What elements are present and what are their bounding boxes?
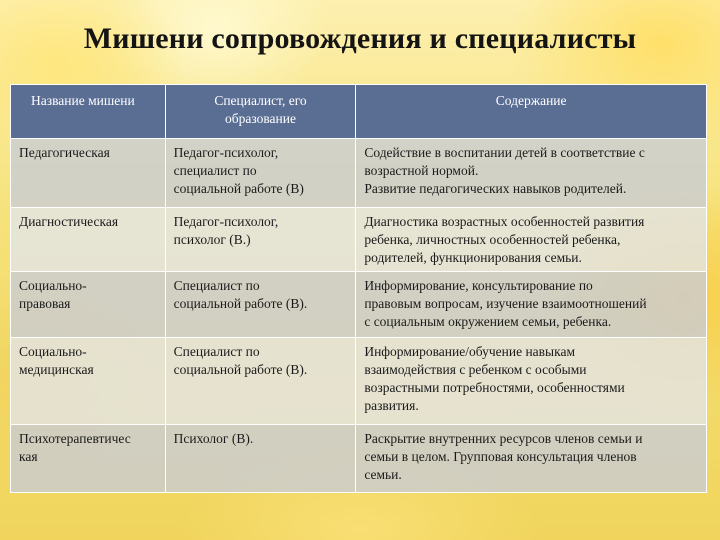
cell-content-line: Раскрытие внутренних ресурсов членов семьи и	[364, 431, 643, 446]
cell-content	[356, 338, 707, 425]
cell-content-line: Диагностика возрастных особенностей развития	[364, 214, 645, 229]
cell-target-line: правовая	[19, 296, 71, 311]
table-row	[11, 208, 707, 272]
cell-target-line: кая	[19, 449, 38, 464]
cell-content-line: развития.	[364, 398, 419, 413]
table-row	[11, 139, 707, 208]
cell-content-line: возрастной нормой.	[364, 163, 479, 178]
cell-specialist	[165, 425, 356, 493]
cell-content	[356, 272, 707, 338]
cell-target	[11, 338, 166, 425]
cell-content	[356, 139, 707, 208]
table-header-row	[11, 85, 707, 139]
cell-target-line: Педагогическая	[19, 145, 110, 160]
cell-target	[11, 272, 166, 338]
cell-content	[356, 208, 707, 272]
header-specialist: Специалист, его образование	[165, 85, 356, 139]
cell-target-line: Социально-	[19, 344, 87, 359]
cell-content-line: Информирование, консультирование по	[364, 278, 593, 293]
cell-specialist	[165, 338, 356, 425]
cell-specialist-line: психолог (В.)	[173, 232, 251, 247]
slide-title: Мишени сопровождения и специалисты	[83, 22, 637, 55]
table-row	[11, 272, 707, 338]
cell-specialist-line: Психолог (В).	[173, 431, 254, 446]
cell-content-line: взаимодействия с ребенком с особыми	[364, 362, 587, 377]
cell-content-line: семьи в целом. Групповая консультация членов	[364, 449, 637, 464]
cell-content-line: Информирование/обучение навыкам	[364, 344, 575, 359]
cell-target-line: медицинская	[19, 362, 94, 377]
cell-content-line: Содействие в воспитании детей в соответствие с	[364, 145, 645, 160]
cell-content-line: Развитие педагогических навыков родителей.	[364, 181, 627, 196]
cell-specialist-line: социальной работе (В)	[173, 181, 304, 196]
cell-content-line: правовым вопросам, изучение взаимоотношений	[364, 296, 647, 311]
cell-target	[11, 425, 166, 493]
cell-specialist	[165, 139, 356, 208]
cell-content-line: семьи.	[364, 467, 402, 482]
cell-specialist-line: Специалист по	[173, 344, 260, 359]
cell-specialist-line: социальной работе (В).	[173, 362, 308, 377]
cell-specialist-line: Педагог-психолог,	[173, 145, 279, 160]
cell-specialist-line: Специалист по	[173, 278, 260, 293]
cell-content-line: родителей, функционирования семьи.	[364, 250, 582, 265]
header-content: Содержание	[356, 85, 707, 139]
cell-specialist	[165, 208, 356, 272]
table-row	[11, 338, 707, 425]
targets-table	[10, 84, 707, 493]
cell-specialist-line: специалист по	[173, 163, 257, 178]
table-row	[11, 425, 707, 493]
header-target: Название мишени	[11, 85, 166, 139]
cell-content-line: с социальным окружением семьи, ребенка.	[364, 314, 612, 329]
cell-target	[11, 139, 166, 208]
cell-content-line: ребенка, личностных особенностей ребенка,	[364, 232, 621, 247]
cell-target	[11, 208, 166, 272]
cell-specialist-line: социальной работе (В).	[173, 296, 308, 311]
cell-target-line: Диагностическая	[19, 214, 119, 229]
cell-specialist-line: Педагог-психолог,	[173, 214, 279, 229]
cell-specialist	[165, 272, 356, 338]
cell-target-line: Психотерапевтичес	[19, 431, 131, 446]
cell-target-line: Социально-	[19, 278, 87, 293]
cell-content-line: возрастными потребностями, особенностями	[364, 380, 625, 395]
cell-content	[356, 425, 707, 493]
